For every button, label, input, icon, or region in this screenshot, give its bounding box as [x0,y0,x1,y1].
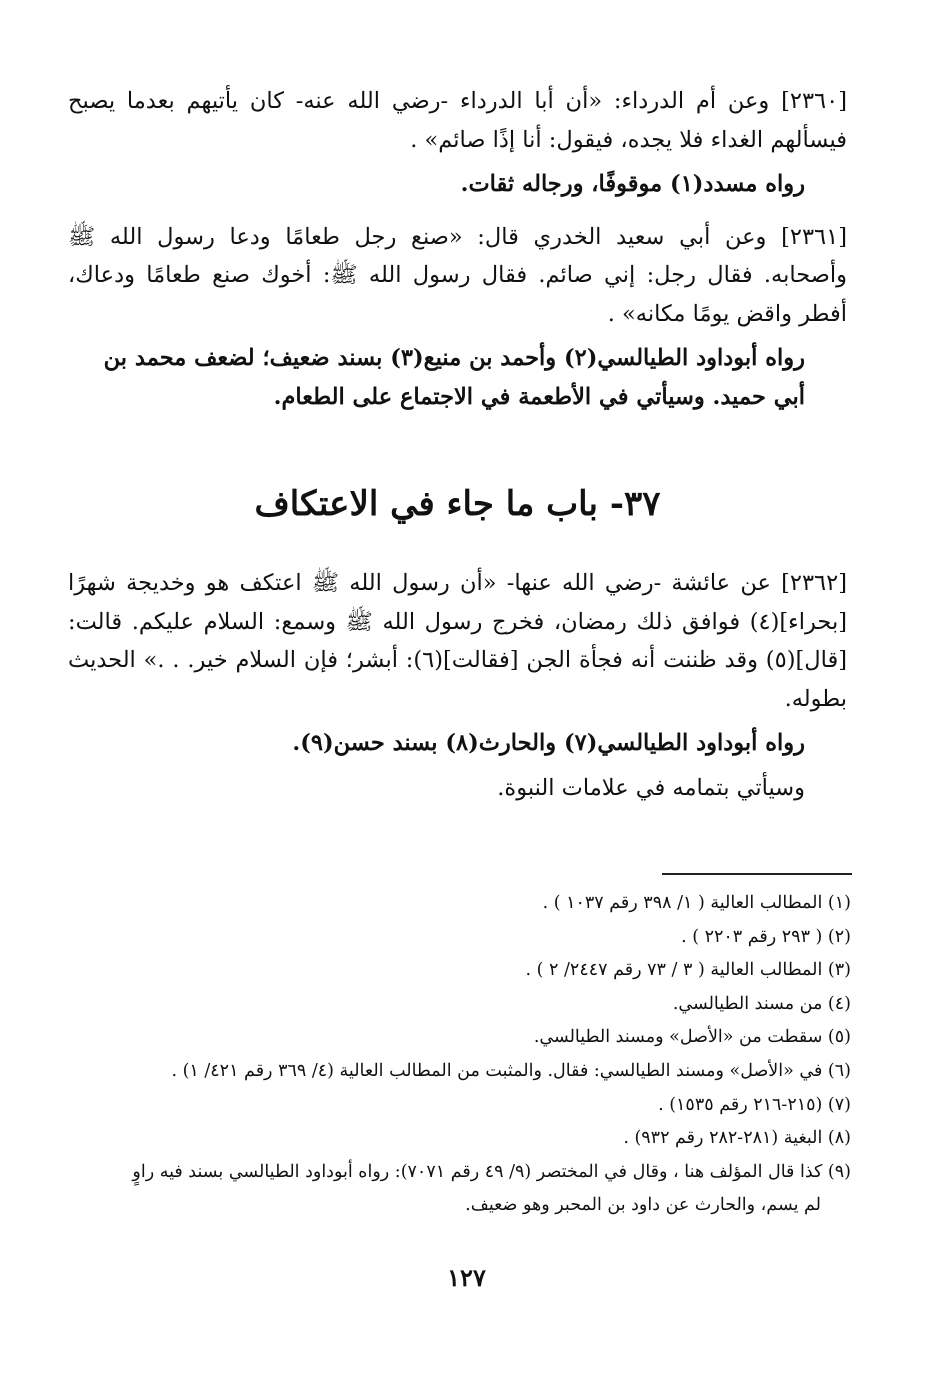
footnote-9: (٩) كذا قال المؤلف هنا ، وقال في المختصر (٩/ ٤٩ رقم ٧٠٧١): رواه أبوداود الطيالسي بسند فيه راوٍ [132,1161,851,1182]
footnote-9-continuation: لم يسم، والحارث عن داود بن المحبر وهو ضعيف. [465,1195,821,1216]
hadith-2361: [٢٣٦١] وعن أبي سعيد الخدري قال: «صنع رجل طعامًا ودعا رسول الله ﷺ وأصحابه. فقال رجل: إني صائم. فقال رسول الله ﷺ: أخوك صنع طعامًا ودعاك، أفطر واقض يومًا مكانه» . [68,223,847,327]
hadith-2362: [٢٣٦٢] عن عائشة -رضي الله عنها- «أن رسول الله ﷺ اعتكف هو وخديجة شهرًا [بحراء](٤) فوافق ذلك رمضان، فخرج رسول الله ﷺ وسمع: السلام عليكم. قالت: [قال](٥) وقد ظننت أنه فجأة الجن [فقالت](٦): أبشر؛ فإن السلام خير. . .» الحديث بطوله. [68,570,847,712]
footnote-8: (٨) البغية (٢٨١-٢٨٢ رقم ٩٣٢) . [623,1128,851,1149]
page-number: ١٢٧ [447,1263,486,1292]
footnote-4: (٤) من مسند الطيالسي. [672,993,851,1014]
footnote-2: (٢) ( ٢٩٣ رقم ٢٢٠٣ ) . [681,926,851,947]
narration-2362: رواه أبوداود الطيالسي(٧) والحارث(٨) بسند حسن(٩). [292,730,805,756]
footnote-3: (٣) المطالب العالية ( ٣ / ٧٣ رقم ٢٤٤٧/ ٢ ) . [525,960,851,981]
narration-2362-note: وسيأتي بتمامه في علامات النبوة. [497,774,805,801]
footnote-7: (٧) (٢١٥-٢١٦ رقم ١٥٣٥) . [658,1094,851,1115]
footnote-1: (١) المطالب العالية ( ١/ ٣٩٨ رقم ١٠٣٧ ) . [542,893,851,913]
chapter-heading: ٣٧- باب ما جاء في الاعتكاف [254,484,661,524]
narration-2360: رواه مسدد(١) موقوفًا، ورجاله ثقات. [460,171,805,197]
footnote-6: (٦) في «الأصل» ومسند الطيالسي: فقال. والمثبت من المطالب العالية (٤/ ٣٦٩ رقم ٤٢١/ ١) . [171,1060,851,1081]
narration-2361: رواه أبوداود الطيالسي(٢) وأحمد بن منيع(٣) بسند ضعيف؛ لضعف محمد بن أبي حميد. وسيأتي في الأطعمة في الاجتماع على الطعام. [103,345,805,410]
footnote-5: (٥) سقطت من «الأصل» ومسند الطيالسي. [533,1027,851,1048]
footnote-divider [662,873,852,875]
footnotes [65,887,851,1223]
hadith-2360: [٢٣٦٠] وعن أم الدرداء: «أن أبا الدرداء -رضي الله عنه- كان يأتيهم بعدما يصبح فيسألهم الغداء فلا يجده، فيقول: أنا إذًا صائم» . [68,88,847,153]
